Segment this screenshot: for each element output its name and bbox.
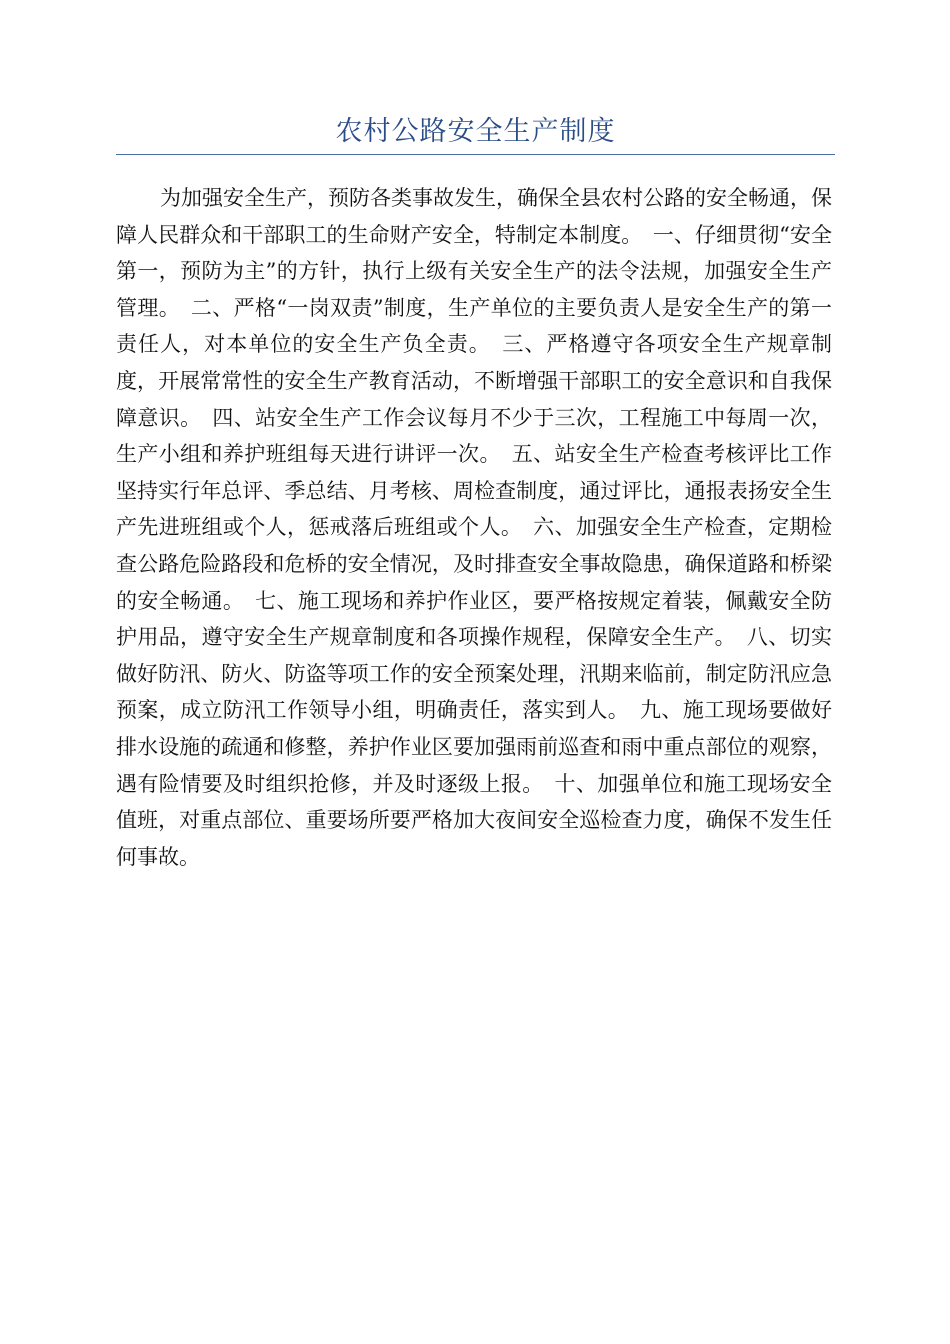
title-underline (116, 154, 835, 155)
document-body: 为加强安全生产，预防各类事故发生，确保全县农村公路的安全畅通，保障人民群众和干部职工的生命财产安全，特制定本制度。 一、仔细贯彻“安全第一，预防为主”的方针，执行上级有关安全生产的法令法规，加强安全生产管理。 二、严格“一岗双责”制度，生产单位的主要负责人是安全生产的第一责任人，对本单位的安全生产负全责。 三、严格遵守各项安全生产规章制度，开展常常性的安全生产教育活动，不断增强干部职工的安全意识和自我保障意识。 四、站安全生产工作会议每月不少于三次，工程施工中每周一次，生产小组和养护班组每天进行讲评一次。 五、站安全生产检查考核评比工作坚持实行年总评、季总结、月考核、周检查制度，通过评比，通报表扬安全生产先进班组或个人，惩戒落后班组或个人。 六、加强安全生产检查，定期检查公路危险路段和危桥的安全情况，及时排查安全事故隐患，确保道路和桥梁的安全畅通。 七、施工现场和养护作业区，要严格按规定着装，佩戴安全防护用品，遵守安全生产规章制度和各项操作规程，保障安全生产。 八、切实做好防汛、防火、防盗等项工作的安全预案处理，汛期来临前，制定防汛应急预案，成立防汛工作领导小组，明确责任，落实到人。 九、施工现场要做好排水设施的疏通和修整，养护作业区要加强雨前巡查和雨中重点部位的观察，遇有险情要及时组织抢修，并及时逐级上报。 十、加强单位和施工现场安全值班，对重点部位、重要场所要严格加大夜间安全巡检查力度，确保不发生任何事故。 (116, 186, 832, 869)
document-title: 农村公路安全生产制度 (335, 116, 616, 147)
